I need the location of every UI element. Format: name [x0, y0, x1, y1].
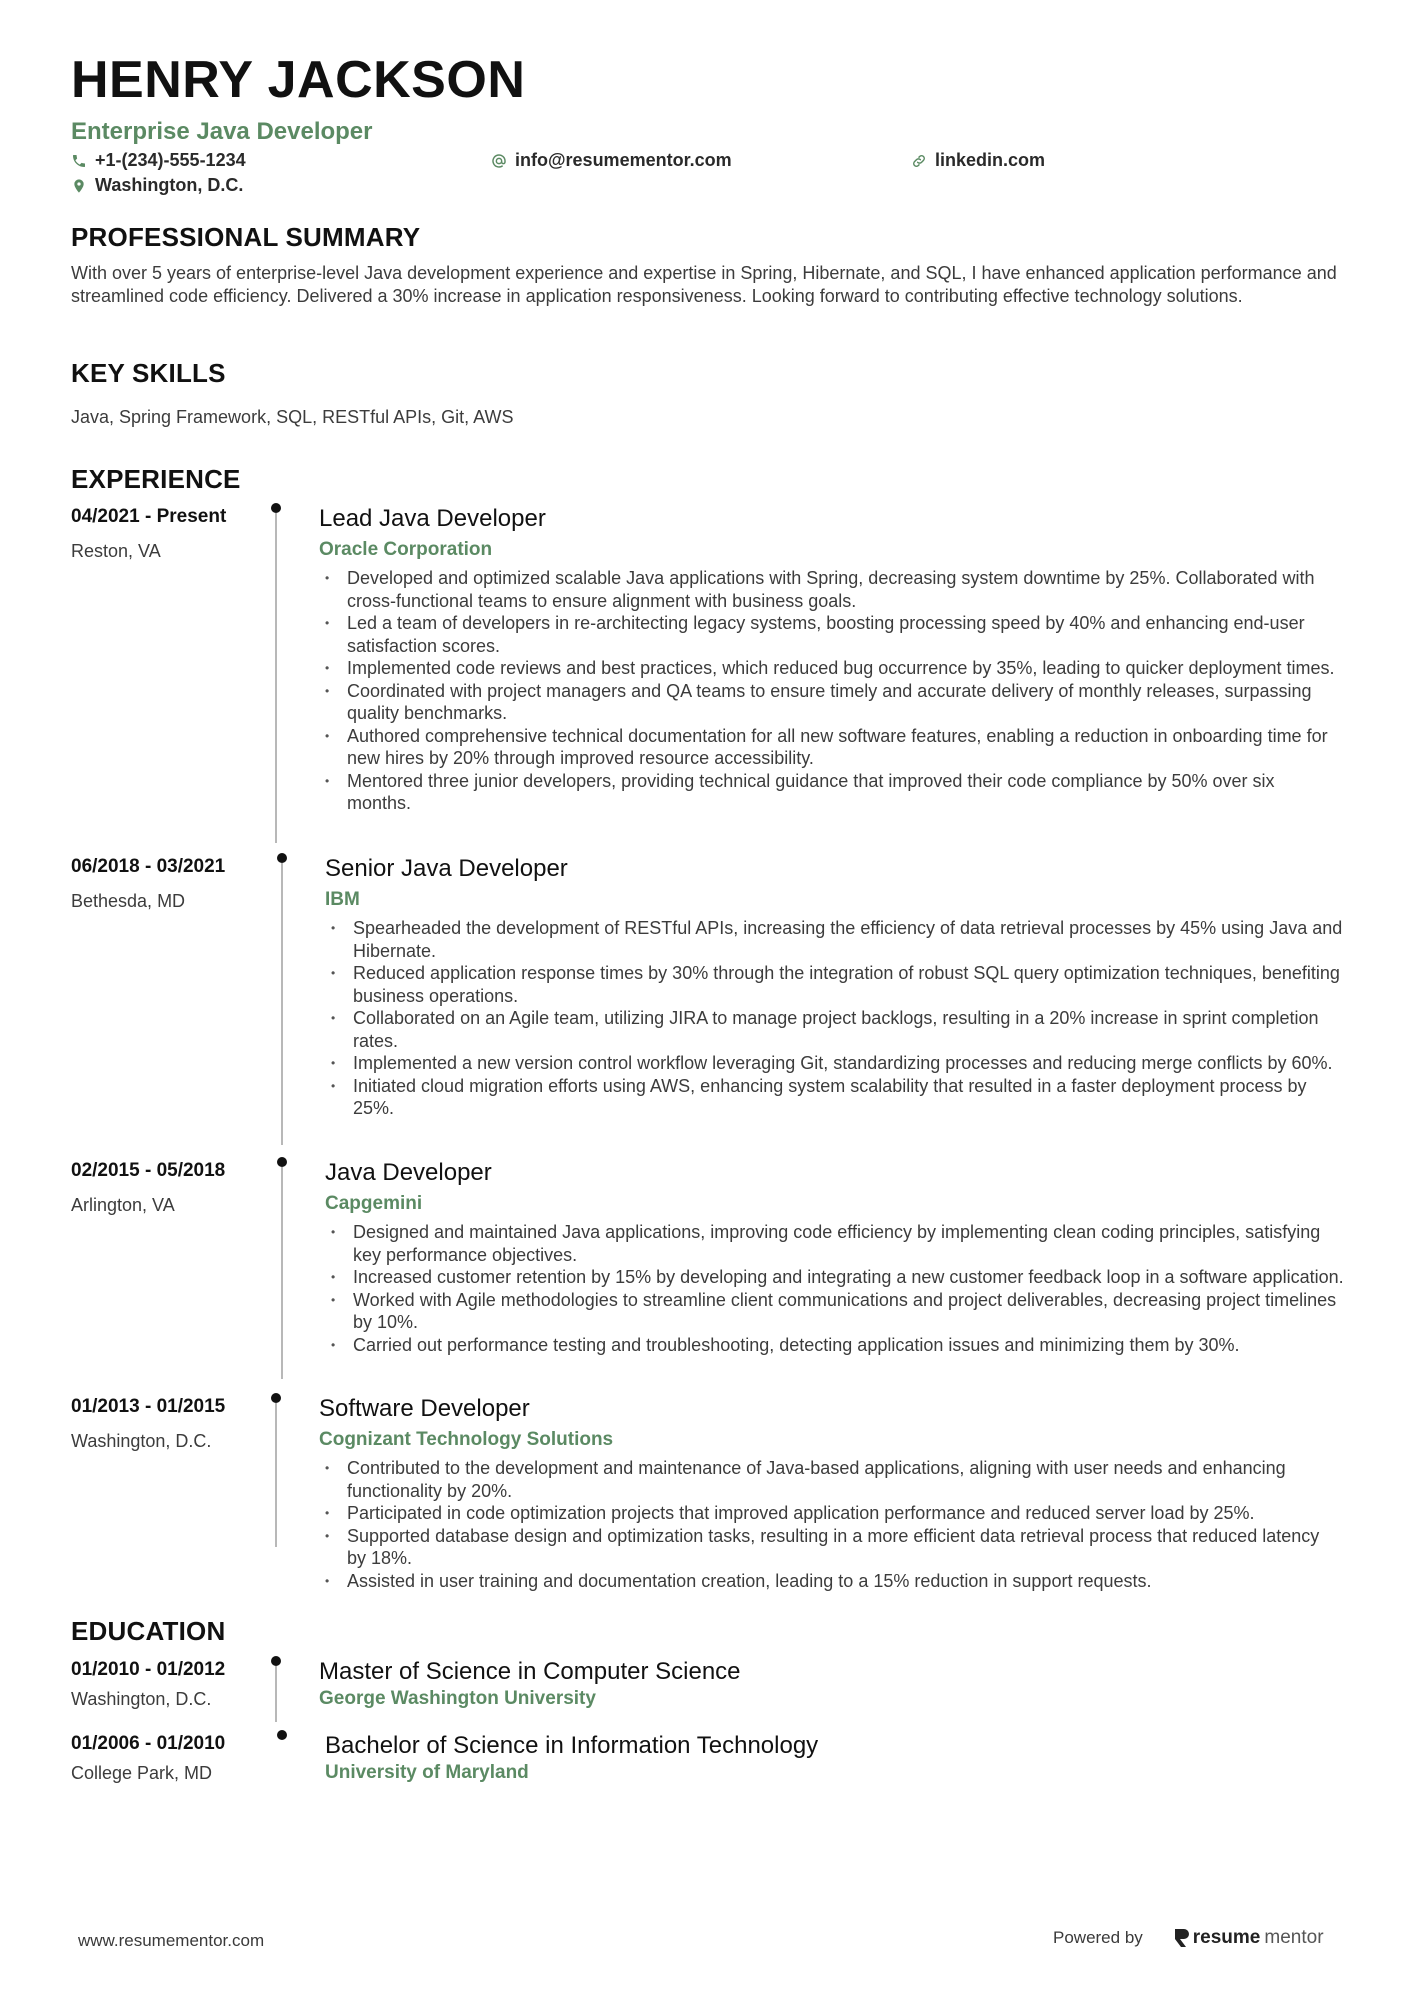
summary-text: With over 5 years of enterprise-level Java development experience and expertise in Spring, Hibernate, and SQL, I have enhanced application performance and streamlined code efficiency. Delivered a 30% increase in application responsiveness. Looking forward to contributing effective technology solutions.	[71, 263, 1337, 306]
contact-linkedin	[911, 150, 1045, 171]
list-item: • Designed and maintained Java applications, improving code efficiency by implementing clean coding principles, satisfying key performance objectives.	[325, 1221, 1345, 1266]
timeline-line	[275, 1666, 277, 1722]
timeline-dot	[277, 1157, 287, 1167]
brand-light-text: mentor	[1264, 1927, 1324, 1948]
job-company: IBM	[325, 889, 360, 910]
job-title: Senior Java Developer	[325, 855, 568, 882]
timeline-dot	[271, 1393, 281, 1403]
job-dates: 06/2018 - 03/2021	[71, 856, 226, 877]
skills-text: Java, Spring Framework, SQL, RESTful APIs, Git, AWS	[71, 407, 514, 427]
job-location: Reston, VA	[71, 541, 161, 561]
brand-bold-text: resume	[1192, 1927, 1261, 1948]
contact-location	[71, 175, 243, 196]
resumementor-logo-icon	[1173, 1929, 1189, 1947]
list-item: • Mentored three junior developers, providing technical guidance that improved their code compliance by 50% over six months.	[319, 770, 1339, 815]
job-dates: 04/2021 - Present	[71, 506, 227, 527]
timeline-line	[281, 1167, 283, 1379]
brand-logo[interactable]	[1173, 1927, 1324, 1949]
email-text: info@resumementor.com	[515, 150, 732, 170]
location-text: Washington, D.C.	[95, 175, 244, 195]
job-company: Cognizant Technology Solutions	[319, 1429, 614, 1450]
list-item: • Reduced application response times by 30% through the integration of robust SQL query optimization techniques, benefiting business operations.	[325, 962, 1345, 1007]
job-dates: 01/2013 - 01/2015	[71, 1396, 226, 1417]
education-degree: Bachelor of Science in Information Technology	[325, 1732, 819, 1759]
education-degree: Master of Science in Computer Science	[319, 1658, 741, 1685]
education-heading: EDUCATION	[71, 1616, 226, 1646]
list-item: • Developed and optimized scalable Java applications with Spring, decreasing system downtime by 25%. Collaborated with cross-functional teams to ensure alignment with business goals.	[319, 567, 1339, 612]
list-item: • Authored comprehensive technical documentation for all new software features, enabling a reduction in onboarding time for new hires by 20% through improved resource accessibility.	[319, 725, 1339, 770]
linkedin-text: linkedin.com	[935, 150, 1046, 170]
timeline-dot	[277, 1730, 287, 1740]
job-location: Bethesda, MD	[71, 891, 186, 911]
list-item: • Collaborated on an Agile team, utilizing JIRA to manage project backlogs, resulting in a 20% increase in sprint completion rates.	[325, 1007, 1345, 1052]
powered-by-label: Powered by	[1053, 1928, 1143, 1947]
job-company: Oracle Corporation	[319, 539, 493, 560]
list-item: • Increased customer retention by 15% by developing and integrating a new customer feedback loop in a software application.	[325, 1266, 1345, 1289]
timeline-dot	[271, 503, 281, 513]
job-company: Capgemini	[325, 1193, 423, 1214]
footer-website[interactable]: www.resumementor.com	[78, 1931, 265, 1950]
list-item: • Implemented code reviews and best practices, which reduced bug occurrence by 35%, leading to quicker deployment times.	[319, 657, 1339, 680]
job-location: Washington, D.C.	[71, 1431, 212, 1451]
phone-text: +1-(234)-555-1234	[95, 150, 246, 170]
list-item: • Coordinated with project managers and QA teams to ensure timely and accurate delivery of monthly releases, surpassing quality benchmarks.	[319, 680, 1339, 725]
list-item: • Carried out performance testing and troubleshooting, detecting application issues and minimizing them by 30%.	[325, 1334, 1345, 1357]
job-bullets	[319, 1457, 1339, 1592]
job-title: Software Developer	[319, 1395, 530, 1422]
list-item: • Assisted in user training and documentation creation, leading to a 15% reduction in support requests.	[319, 1570, 1339, 1593]
timeline-dot	[271, 1656, 281, 1666]
list-item: • Participated in code optimization projects that improved application performance and reduced server load by 25%.	[319, 1502, 1339, 1525]
timeline-line	[275, 1403, 277, 1547]
map-pin-icon	[71, 178, 87, 194]
timeline-line	[281, 863, 283, 1145]
contact-phone	[71, 150, 246, 171]
candidate-title: Enterprise Java Developer	[71, 118, 373, 145]
job-dates: 02/2015 - 05/2018	[71, 1160, 226, 1181]
list-item: • Supported database design and optimization tasks, resulting in a more efficient data retrieval process that reduced latency by 18%.	[319, 1525, 1339, 1570]
at-icon	[491, 153, 507, 169]
education-dates: 01/2010 - 01/2012	[71, 1659, 226, 1680]
education-school: George Washington University	[319, 1688, 596, 1709]
footer-powered-by	[1053, 1927, 1324, 1949]
contact-email	[491, 150, 732, 171]
link-icon	[911, 153, 927, 169]
list-item: • Spearheaded the development of RESTful APIs, increasing the efficiency of data retrieval processes by 45% using Java and Hibernate.	[325, 917, 1345, 962]
phone-icon	[71, 153, 87, 169]
timeline-line	[275, 513, 277, 843]
education-location: Washington, D.C.	[71, 1689, 212, 1709]
list-item: • Initiated cloud migration efforts using AWS, enhancing system scalability that resulted in a faster deployment process by 25%.	[325, 1075, 1345, 1120]
list-item: • Contributed to the development and maintenance of Java-based applications, aligning with user needs and enhancing functionality by 20%.	[319, 1457, 1339, 1502]
job-title: Java Developer	[325, 1159, 492, 1186]
job-bullets	[325, 1221, 1345, 1356]
education-dates: 01/2006 - 01/2010	[71, 1733, 226, 1754]
experience-heading: EXPERIENCE	[71, 464, 241, 494]
job-location: Arlington, VA	[71, 1195, 175, 1215]
education-location: College Park, MD	[71, 1763, 213, 1783]
education-school: University of Maryland	[325, 1762, 529, 1783]
job-title: Lead Java Developer	[319, 505, 546, 532]
candidate-name: HENRY JACKSON	[71, 51, 526, 109]
list-item: • Worked with Agile methodologies to streamline client communications and project deliverables, decreasing project timelines by 10%.	[325, 1289, 1345, 1334]
timeline-dot	[277, 853, 287, 863]
job-bullets	[325, 917, 1345, 1120]
summary-heading: PROFESSIONAL SUMMARY	[71, 222, 421, 252]
skills-heading: KEY SKILLS	[71, 358, 226, 388]
list-item: • Implemented a new version control workflow leveraging Git, standardizing processes and reducing merge conflicts by 60%.	[325, 1052, 1345, 1075]
list-item: • Led a team of developers in re-architecting legacy systems, boosting processing speed by 40% and enhancing end-user satisfaction scores.	[319, 612, 1339, 657]
job-bullets	[319, 567, 1339, 815]
